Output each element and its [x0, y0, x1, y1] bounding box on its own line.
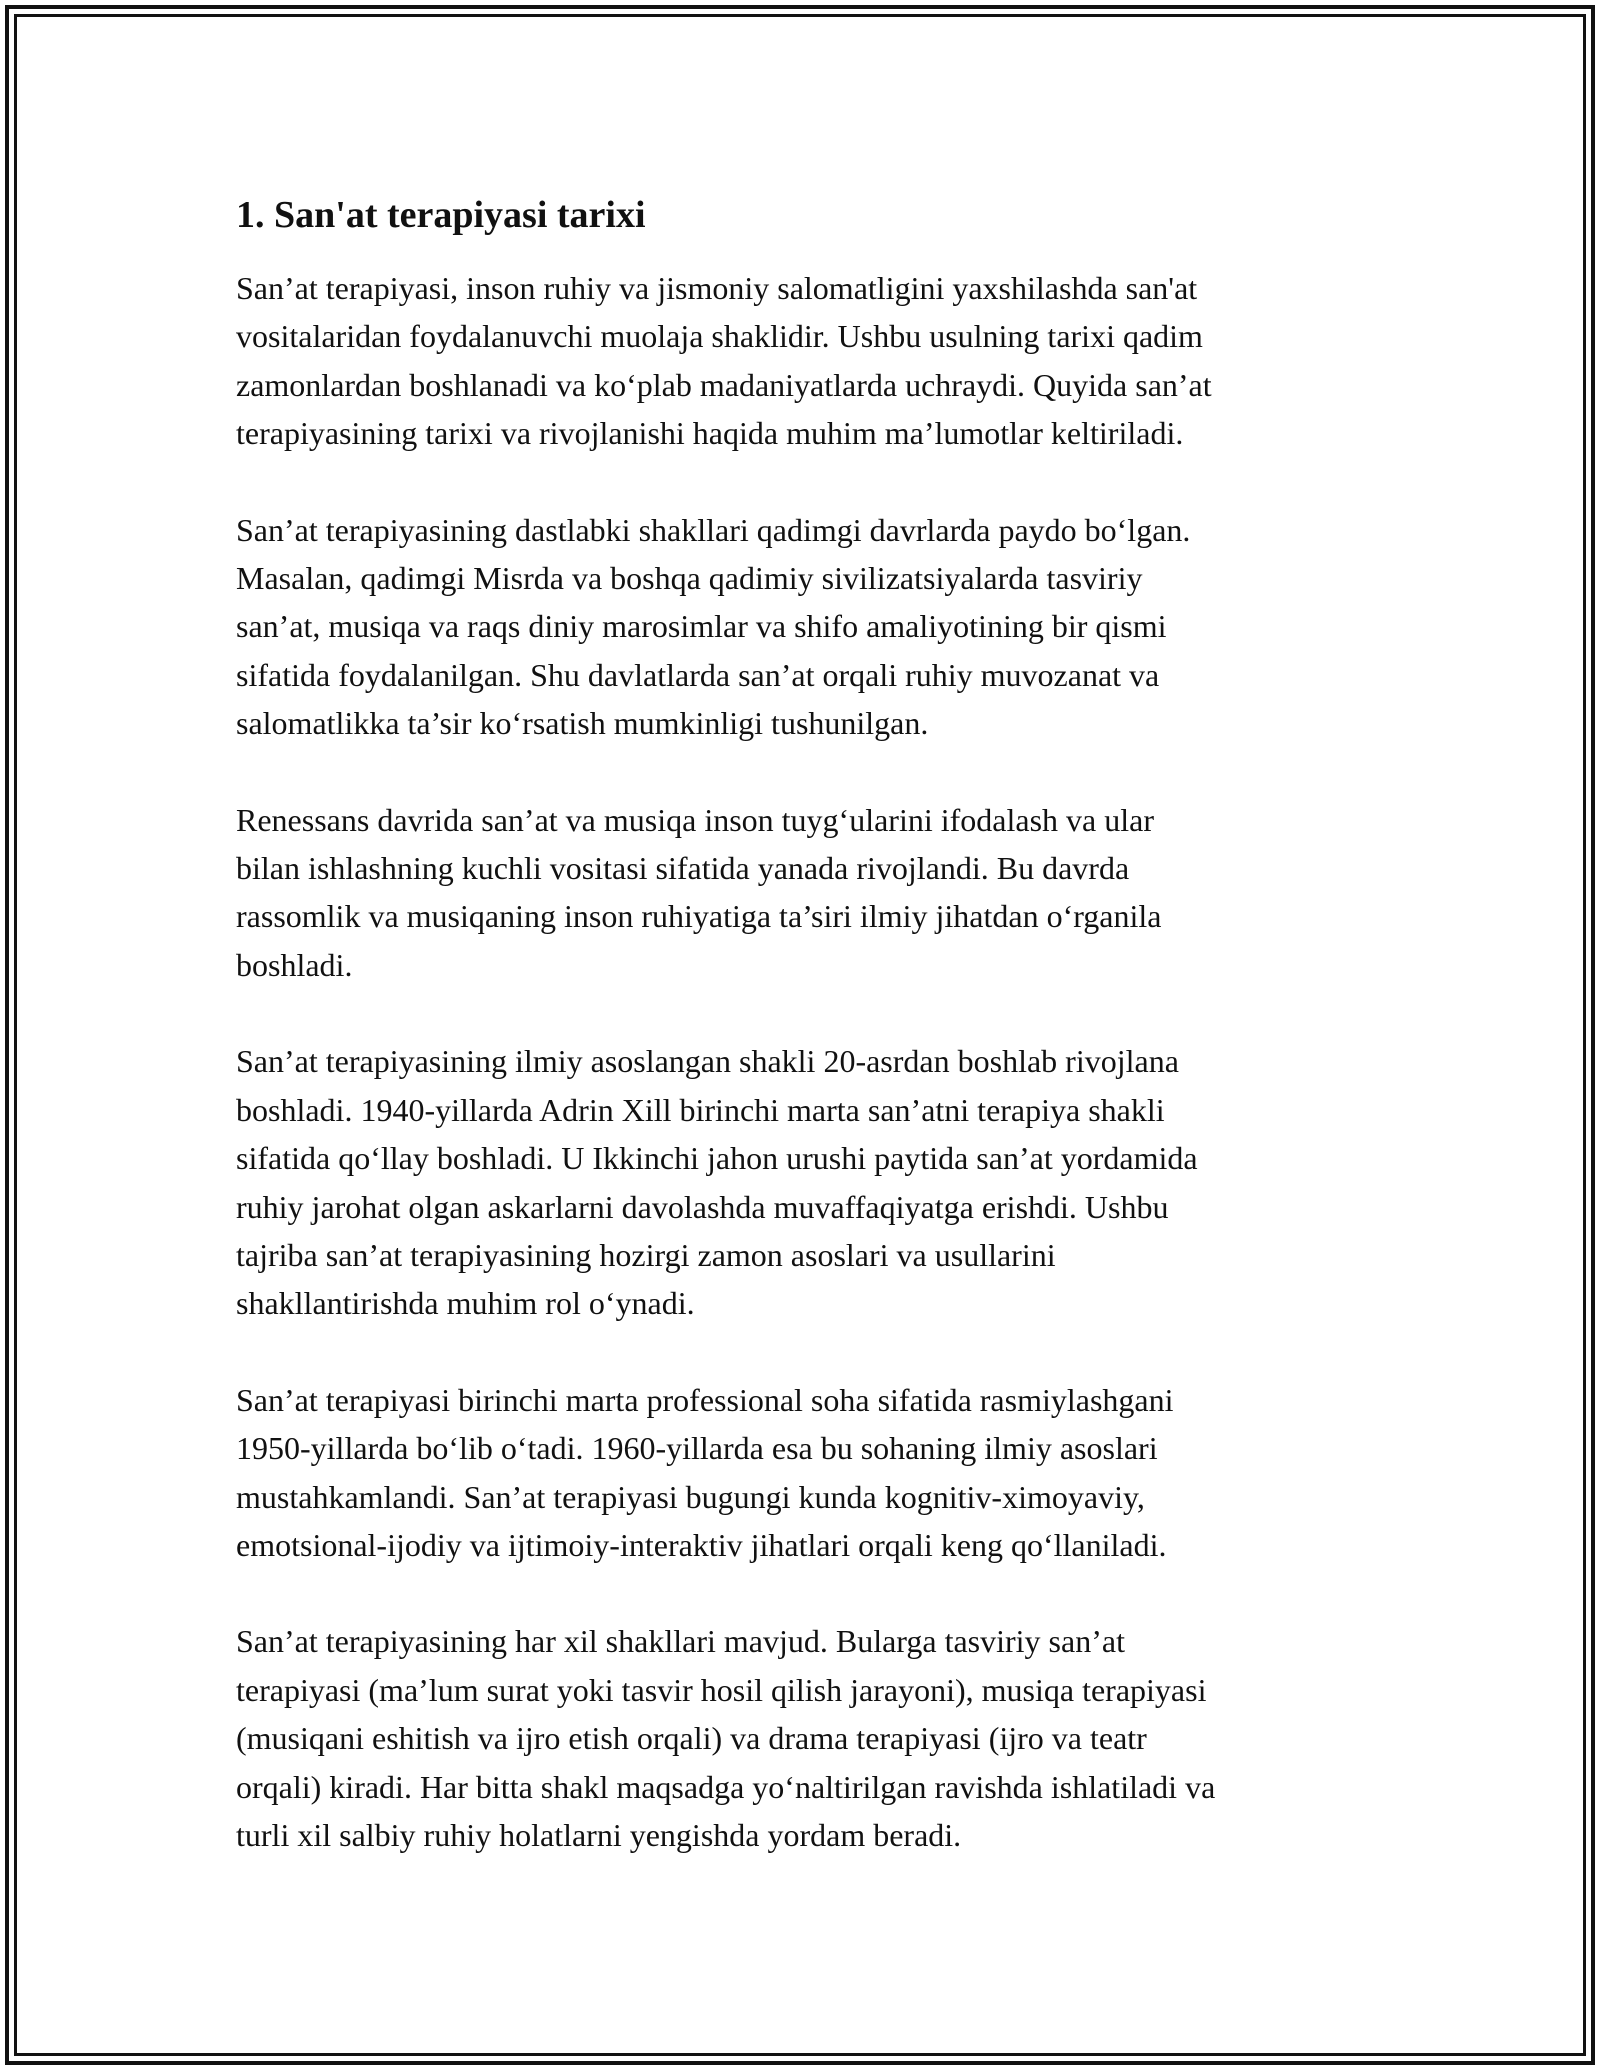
paragraph-20th-century: San’at terapiyasining ilmiy asoslangan shakli 20-asrdan boshlab rivojlana boshladi. 1940-yillarda Adrin Xill birinchi marta san’atni terapiya shakli sifatida qo‘llay boshladi. U Ikkinchi jahon urushi paytida san’at yordamida ruhiy jarohat olgan askarlarni davolashda muvaffaqiyatga erishdi. Ushbu tajriba san’at terapiyasining hozirgi zamon asoslari va usullarini shakllantirishda muhim rol o‘ynadi. — [236, 1043, 1198, 1322]
paragraph-renaissance: Renessans davrida san’at va musiqa inson tuyg‘ularini ifodalash va ular bilan ishlashning kuchli vositasi sifatida yanada rivojlandi. Bu davrda rassomlik va musiqaning inson ruhiyatiga ta’siri ilmiy jihatdan o‘rganila boshladi. — [236, 801, 1162, 983]
document-body — [236, 186, 1376, 1907]
paragraph-ancient-origins: San’at terapiyasining dastlabki shakllari qadimgi davrlarda paydo bo‘lgan. Masalan, qadimgi Misrda va boshqa qadimiy sivilizatsiyalarda tasviriy san’at, musiqa va raqs diniy marosimlar va shifo amaliyotining bir qismi sifatida foydalanilgan. Shu davlatlarda san’at orqali ruhiy muvozanat va salomatlikka ta’sir ko‘rsatish mumkinligi tushunilgan. — [236, 511, 1191, 742]
paragraph-forms: San’at terapiyasining har xil shakllari mavjud. Bularga tasviriy san’at terapiyasi (ma’lum surat yoki tasvir hosil qilish jarayoni), musiqa terapiyasi (musiqani eshitish va ijro etish orqali) va drama terapiyasi (ijro va teatr orqali) kiradi. Har bitta shakl maqsadga yo‘naltirilgan ravishda ishlatiladi va turli xil salbiy ruhiy holatlarni yengishda yordam beradi. — [236, 1623, 1216, 1853]
paragraph-professionalization: San’at terapiyasi birinchi marta professional soha sifatida rasmiylashgani 1950-yillarda bo‘lib o‘tadi. 1960-yillarda esa bu sohaning ilmiy asoslari mustahkamlandi. San’at terapiyasi bugungi kunda kognitiv-ximoyaviy, emotsional-ijodiy va ijtimoiy-interaktiv jihatlari orqali keng qo‘llaniladi. — [236, 1381, 1174, 1563]
paragraph-intro: San’at terapiyasi, inson ruhiy va jismoniy salomatligini yaxshilashda san'at vositalaridan foydalanuvchi muolaja shaklidir. Ushbu usulning tarixi qadim zamonlardan boshlanadi va ko‘plab madaniyatlarda uchraydi. Quyida san’at terapiyasining tarixi va rivojlanishi haqida muhim ma’lumotlar keltiriladi. — [236, 270, 1212, 452]
section-heading: 1. San'at terapiyasi tarixi — [236, 194, 646, 236]
